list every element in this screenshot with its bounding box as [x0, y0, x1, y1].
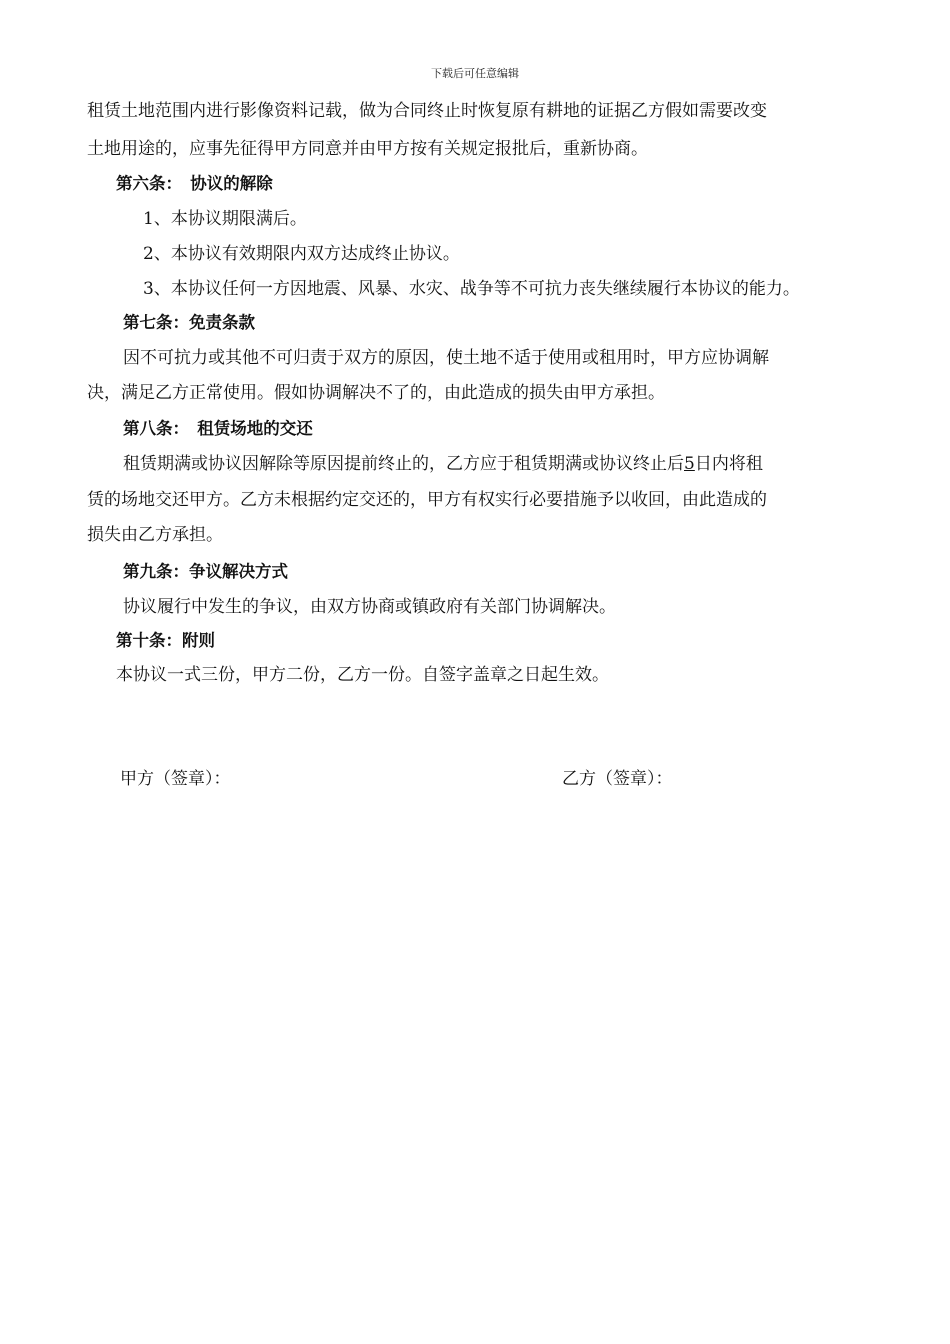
article-8-line: [123, 453, 763, 475]
paragraph-line: 土地用途的，应事先征得甲方同意并由甲方按有关规定报批后，重新协商。: [87, 139, 648, 159]
article-6-item-1: 1、本协议期限满后。: [143, 209, 307, 229]
article-7-line: 决，满足乙方正常使用。假如协调解决不了的，由此造成的损失由甲方承担。: [87, 383, 665, 403]
article-9-line: 协议履行中发生的争议，由双方协商或镇政府有关部门协调解决。: [123, 597, 616, 617]
article-10-line: 本协议一式三份，甲方二份，乙方一份。自签字盖章之日起生效。: [116, 665, 609, 685]
article-10-title: 第十条：附则: [116, 631, 215, 650]
return-days-value: 5: [684, 454, 695, 474]
article-9-title: 第九条：争议解决方式: [123, 562, 288, 581]
article-7-line: 因不可抗力或其他不可归责于双方的原因，使土地不适于使用或租用时，甲方应协调解: [123, 348, 769, 368]
article-6-item-3: 3、本协议任何一方因地震、风暴、水灾、战争等不可抗力丧失继续履行本协议的能力。: [143, 279, 800, 299]
article-6-title: 第六条： 协议的解除: [116, 174, 273, 193]
article-7-title: 第七条：免责条款: [123, 313, 255, 332]
article-8-line: 赁的场地交还甲方。乙方未根据约定交还的，甲方有权实行必要措施予以收回，由此造成的: [87, 490, 767, 510]
article-8-text: 日内将租: [694, 454, 763, 474]
article-8-line: 损失由乙方承担。: [87, 525, 223, 545]
party-b-signature-label: 乙方（签章）：: [562, 769, 673, 789]
party-a-signature-label: 甲方（签章）：: [120, 769, 231, 789]
page-header: 下载后可任意编辑: [431, 67, 519, 80]
paragraph-line: 租赁土地范围内进行影像资料记载，做为合同终止时恢复原有耕地的证据乙方假如需要改变: [87, 101, 767, 121]
article-6-item-2: 2、本协议有效期限内双方达成终止协议。: [143, 244, 460, 264]
article-8-text: 租赁期满或协议因解除等原因提前终止的，乙方应于租赁期满或协议终止后: [123, 454, 684, 474]
article-8-title: 第八条： 租赁场地的交还: [123, 419, 313, 438]
